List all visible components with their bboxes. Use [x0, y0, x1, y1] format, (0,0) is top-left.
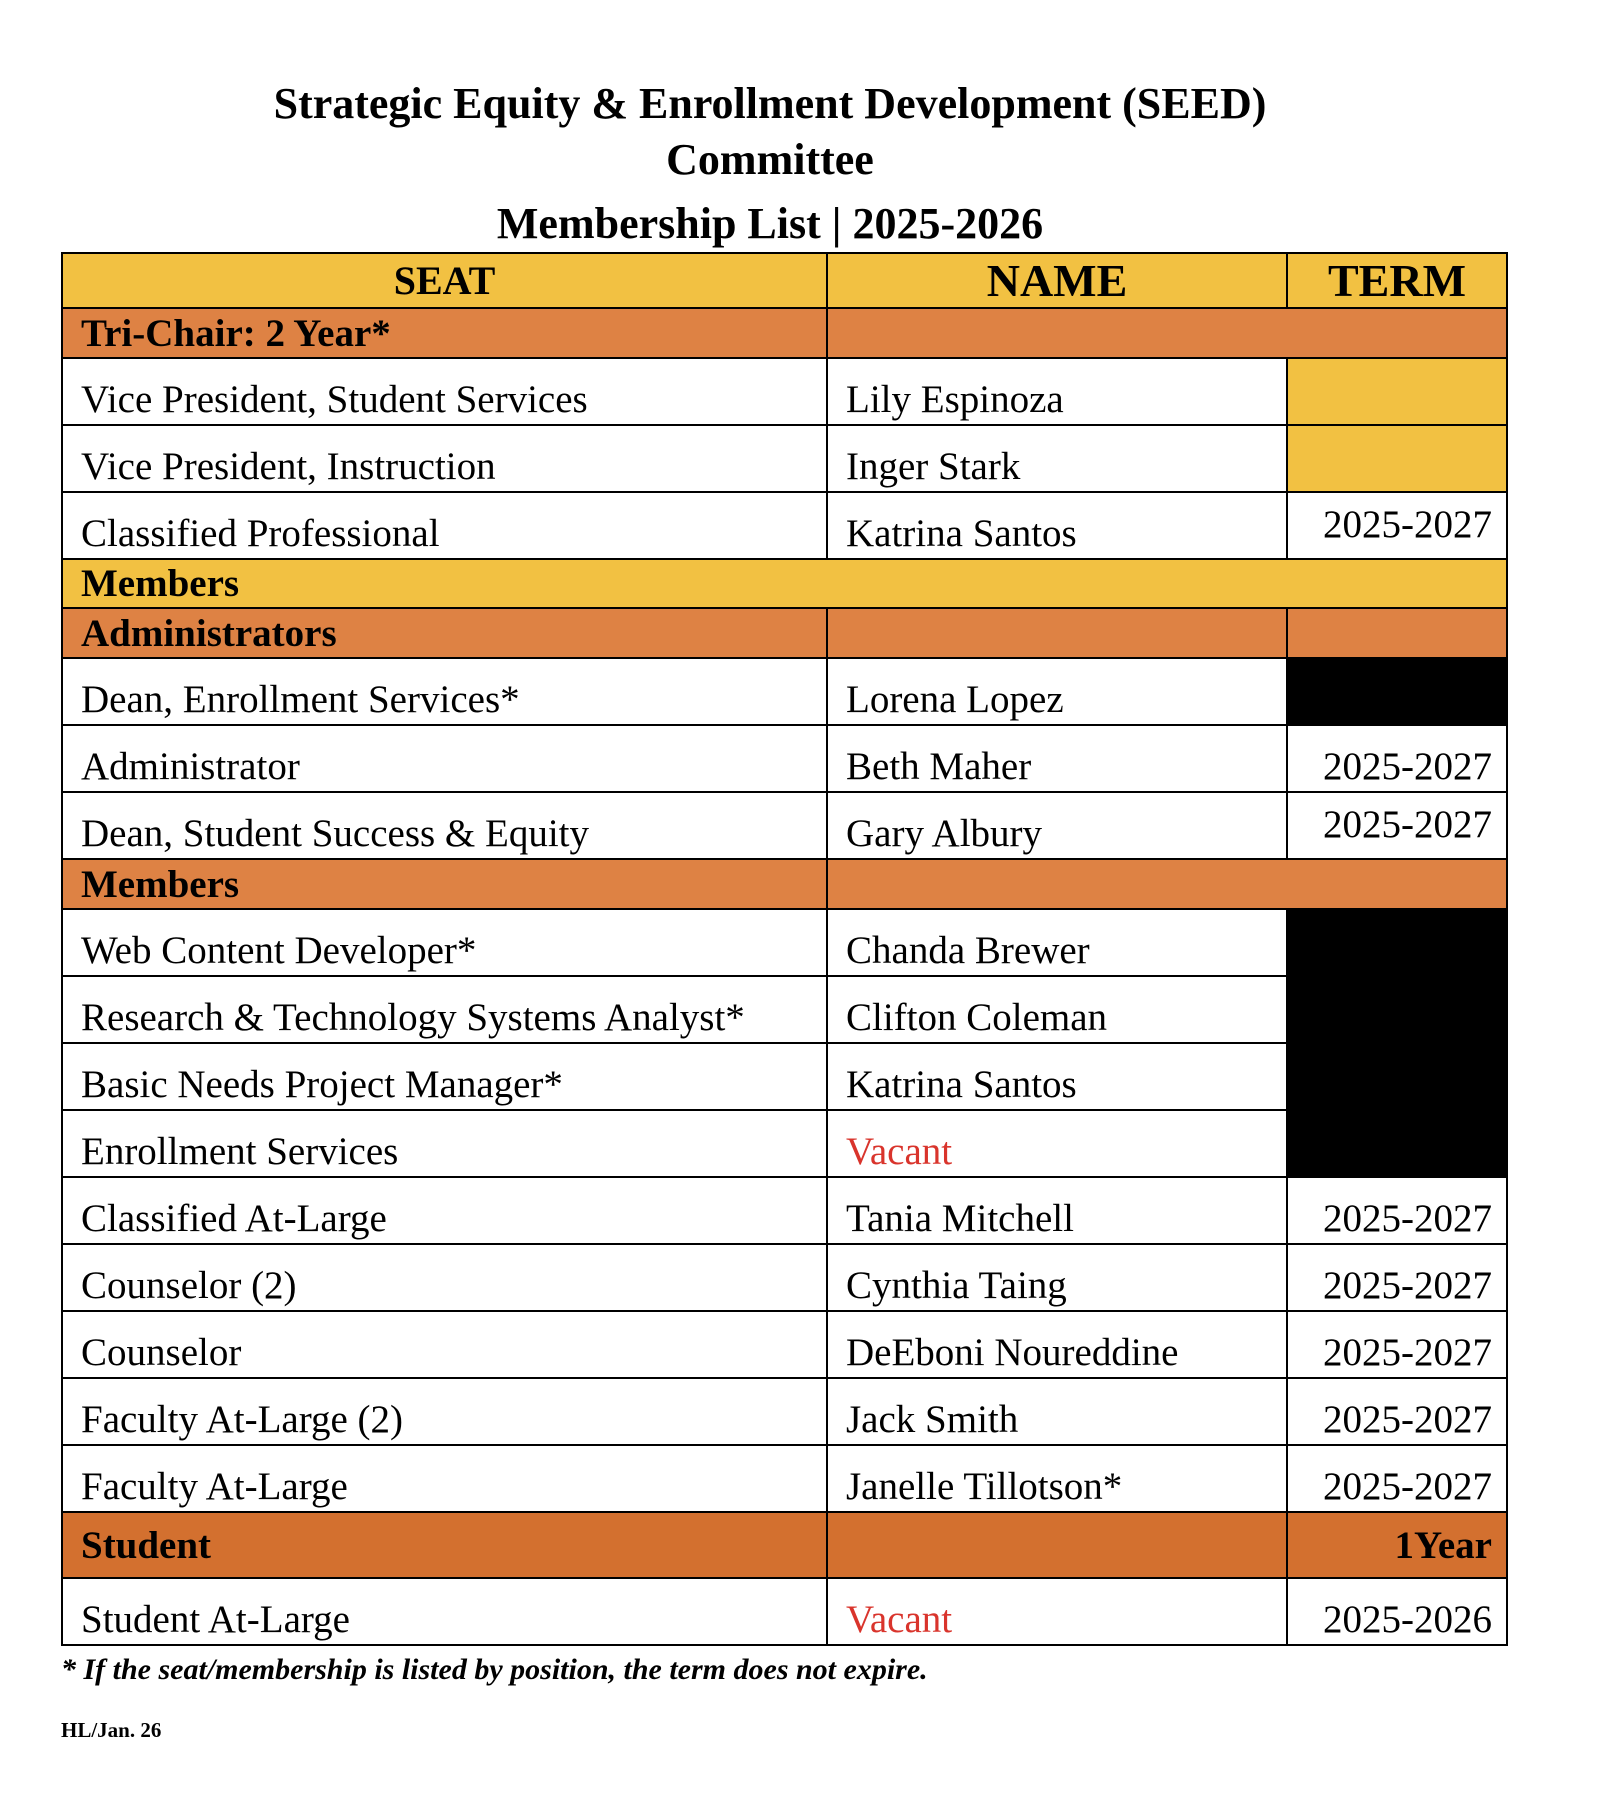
section-tri-chair — [62, 308, 1507, 358]
vacant-label: Vacant — [846, 1130, 953, 1173]
seat-cell: Vice President, Instruction — [62, 425, 827, 492]
section-administrators — [62, 608, 1507, 658]
seat-cell: Classified Professional — [62, 492, 827, 559]
table-row — [62, 725, 1507, 792]
name-cell: Katrina Santos — [827, 492, 1287, 559]
term-cell: 2025-2026 — [1287, 1578, 1507, 1645]
vacant-label: Vacant — [846, 1598, 953, 1641]
document-title-line-1: Strategic Equity & Enrollment Development (SEED) — [273, 79, 1267, 128]
name-cell: Lily Espinoza — [827, 358, 1287, 425]
term-cell: 2025-2027 — [1287, 1311, 1507, 1378]
section-fill — [827, 1512, 1287, 1578]
section-members — [62, 859, 1507, 909]
seat-cell: Counselor — [62, 1311, 827, 1378]
table-row — [62, 1445, 1507, 1512]
section-student — [62, 1512, 1507, 1578]
table-row — [62, 1378, 1507, 1445]
table-row — [62, 1578, 1507, 1645]
table-row — [62, 792, 1507, 859]
name-cell: DeEboni Noureddine — [827, 1311, 1287, 1378]
table-row — [62, 1177, 1507, 1244]
section-label: Tri-Chair: 2 Year* — [62, 308, 827, 358]
table-row — [62, 425, 1507, 492]
term-cell-redacted — [1287, 909, 1507, 1177]
header-name: NAME — [827, 253, 1287, 308]
name-cell: Lorena Lopez — [827, 658, 1287, 725]
seat-cell: Basic Needs Project Manager* — [62, 1043, 827, 1110]
table-row — [62, 492, 1507, 559]
seat-cell: Web Content Developer* — [62, 909, 827, 976]
header-term: TERM — [1287, 253, 1507, 308]
seat-cell: Student At-Large — [62, 1578, 827, 1645]
name-cell: Janelle Tillotson* — [827, 1445, 1287, 1512]
student-term-label: 1Year — [1287, 1512, 1507, 1578]
term-cell: 2025-2027 — [1287, 1378, 1507, 1445]
section-label: Student — [62, 1512, 827, 1578]
header-seat: SEAT — [62, 253, 827, 308]
membership-table — [61, 252, 1508, 1646]
name-cell: Jack Smith — [827, 1378, 1287, 1445]
name-cell: Cynthia Taing — [827, 1244, 1287, 1311]
document-subtitle: Membership List | 2025-2026 — [496, 199, 1044, 248]
table-row — [62, 358, 1507, 425]
seat-cell: Dean, Student Success & Equity — [62, 792, 827, 859]
term-cell: 2025-2027 — [1287, 792, 1507, 859]
table-row — [62, 1311, 1507, 1378]
name-cell: Gary Albury — [827, 792, 1287, 859]
term-cell: 2025-2027 — [1287, 725, 1507, 792]
section-fill — [827, 308, 1507, 358]
table-row — [62, 1244, 1507, 1311]
seat-cell: Vice President, Student Services — [62, 358, 827, 425]
name-cell: Clifton Coleman — [827, 976, 1287, 1043]
term-cell-redacted — [1287, 658, 1507, 725]
section-fill — [827, 859, 1507, 909]
document-reference: HL/Jan. 26 — [61, 1718, 162, 1742]
seat-cell: Classified At-Large — [62, 1177, 827, 1244]
section-label: Administrators — [62, 608, 827, 658]
table-row — [62, 658, 1507, 725]
seat-cell: Counselor (2) — [62, 1244, 827, 1311]
name-cell: Beth Maher — [827, 725, 1287, 792]
table-row — [62, 909, 1507, 976]
seat-cell: Dean, Enrollment Services* — [62, 658, 827, 725]
term-cell — [1287, 425, 1507, 492]
table-header-row — [62, 253, 1507, 308]
term-cell: 2025-2027 — [1287, 1177, 1507, 1244]
name-cell: Inger Stark — [827, 425, 1287, 492]
footnote: * If the seat/membership is listed by position, the term does not expire. — [61, 1653, 928, 1686]
term-cell — [1287, 358, 1507, 425]
section-label: Members — [62, 559, 1507, 608]
section-members-main — [62, 559, 1507, 608]
name-cell: Katrina Santos — [827, 1043, 1287, 1110]
term-cell: 2025-2027 — [1287, 1445, 1507, 1512]
term-cell: 2025-2027 — [1287, 492, 1507, 559]
section-fill — [827, 608, 1287, 658]
name-cell-vacant — [827, 1110, 1287, 1177]
seat-cell: Research & Technology Systems Analyst* — [62, 976, 827, 1043]
name-cell-vacant — [827, 1578, 1287, 1645]
seat-cell: Faculty At-Large — [62, 1445, 827, 1512]
document-title-line-2: Committee — [666, 135, 874, 184]
name-cell: Tania Mitchell — [827, 1177, 1287, 1244]
seat-cell: Administrator — [62, 725, 827, 792]
seat-cell: Enrollment Services — [62, 1110, 827, 1177]
section-fill — [1287, 608, 1507, 658]
section-label: Members — [62, 859, 827, 909]
name-cell: Chanda Brewer — [827, 909, 1287, 976]
term-cell: 2025-2027 — [1287, 1244, 1507, 1311]
seat-cell: Faculty At-Large (2) — [62, 1378, 827, 1445]
